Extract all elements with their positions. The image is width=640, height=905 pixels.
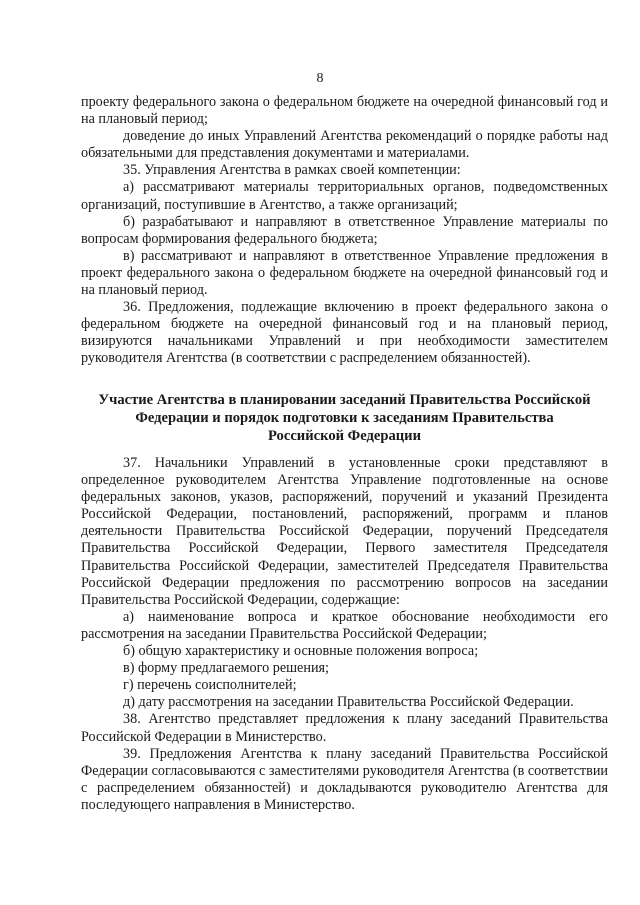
paragraph: г) перечень соисполнителей; [123, 677, 297, 694]
heading-line: Федерации и порядок подготовки к заседаниям Правительства [135, 410, 554, 426]
bottom-text-block [81, 455, 608, 814]
paragraph: в) рассматривают и направляют в ответственное Управление предложения в проект федерального закона о федеральном бюджете на очередной финансовый год и на плановый период. [81, 247, 608, 299]
paragraph: 36. Предложения, подлежащие включению в проект федерального закона о федеральном бюджете на очередной финансовый год и на плановый период, визируются начальниками Управлений и при необходимости заместителем руководителя Агентства (в соответствии с распределением обязанностей). [81, 299, 608, 367]
paragraph: 35. Управления Агентства в рамках своей компетенции: [123, 162, 461, 179]
paragraph: а) рассматривают материалы территориальных органов, подведомственных организаций, поступившие в Агентство, а также организаций; [81, 179, 608, 213]
paragraph: 39. Предложения Агентства к плану заседаний Правительства Российской Федерации согласовываются с заместителями руководителя Агентства (в соответствии с распределением обязанностей) и докладываются руководителю Агентства для последующего направления в Министерство. [81, 745, 608, 813]
paragraph: а) наименование вопроса и краткое обоснование необходимости его рассмотрения на заседании Правительства Российской Федерации; [81, 608, 608, 642]
paragraph: в) форму предлагаемого решения; [123, 660, 330, 677]
page-number: 8 [316, 71, 324, 86]
heading-line: Российской Федерации [268, 428, 421, 444]
paragraph: проекту федерального закона о федеральном бюджете на очередной финансовый год и на плановый период; [81, 94, 608, 128]
section-heading [81, 391, 608, 445]
paragraph: 38. Агентство представляет предложения к плану заседаний Правительства Российской Федерации в Министерство. [81, 711, 608, 745]
paragraph: б) общую характеристику и основные положения вопроса; [123, 643, 479, 660]
top-text-block [81, 94, 608, 368]
paragraph: 37. Начальники Управлений в установленные сроки представляют в определенное руководителем Агентства Управление подготовленные на основе федеральных законов, указов, распоряжений, поручений и указаний Президента Российской Федерации, постановлений, распоряжений, программ и планов деятельности Правительства Российской Федерации, поручений Председателя Правительства Российской Федерации, Первого заместителя Председателя Правительства Российской Федерации, заместителей Председателя Правительства Российской Федерации предложения по рассмотрению вопросов на заседании Правительства Российской Федерации, содержащие: [81, 455, 608, 608]
paragraph: д) дату рассмотрения на заседании Правительства Российской Федерации. [123, 694, 574, 711]
paragraph: доведение до иных Управлений Агентства рекомендаций о порядке работы над обязательными для представления документами и материалами. [81, 128, 608, 162]
paragraph: б) разрабатывают и направляют в ответственное Управление материалы по вопросам формирования федерального бюджета; [81, 213, 608, 247]
heading-line: Участие Агентства в планировании заседаний Правительства Российской [98, 392, 591, 408]
